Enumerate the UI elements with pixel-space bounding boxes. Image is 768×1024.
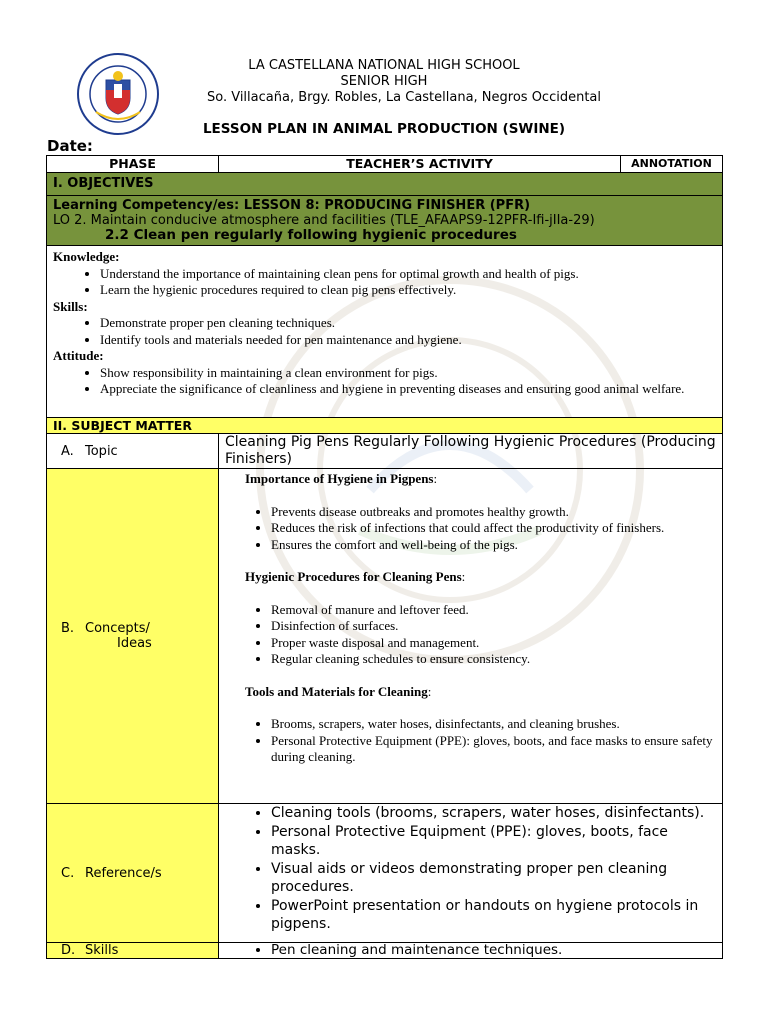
annotation-header: ANNOTATION (621, 156, 723, 173)
references-content (219, 804, 723, 943)
list-item: • Brooms, scrapers, water hoses, disinfectants, and cleaning brushes. (271, 716, 716, 733)
skills-row-label: Skills (85, 943, 119, 958)
concepts-row (47, 469, 723, 804)
school-header (0, 58, 768, 106)
list-item: • Reduces the risk of infections that could affect the productivity of finishers. (271, 520, 716, 537)
importance-list (225, 504, 716, 554)
skills-list (53, 315, 716, 348)
concepts-label: Concepts/ (85, 621, 150, 636)
knowledge-list (53, 266, 716, 299)
table-header-row (47, 156, 723, 173)
subject-matter-heading-row (47, 418, 723, 434)
learning-competency-cell (47, 196, 723, 246)
list-item: • Show responsibility in maintaining a clean environment for pigs. (100, 365, 716, 382)
topic-row (47, 434, 723, 469)
procedures-heading: Hygienic Procedures for Cleaning Pens: (245, 569, 466, 584)
references-label-cell (47, 804, 219, 943)
phase-header: PHASE (47, 156, 219, 173)
competency-row (47, 196, 723, 246)
objectives-heading: I. OBJECTIVES (47, 173, 723, 196)
list-item: • Prevents disease outbreaks and promotes healthy growth. (271, 504, 716, 521)
attitude-label: Attitude: (53, 348, 104, 363)
objectives-heading-row (47, 173, 723, 196)
topic-label: Topic (85, 443, 118, 459)
list-item: • Personal Protective Equipment (PPE): gloves, boots, and face masks to ensure safety during cleaning. (271, 733, 716, 766)
school-address: So. Villacaña, Brgy. Robles, La Castellana, Negros Occidental (206, 90, 602, 105)
date-label: Date: (47, 137, 93, 155)
school-name: LA CASTELLANA NATIONAL HIGH SCHOOL (248, 58, 520, 73)
tools-list (225, 716, 716, 766)
skills-row-list (225, 943, 716, 958)
list-item: • PowerPoint presentation or handouts on hygiene protocols in pigpens. (271, 897, 716, 934)
list-item: • Personal Protective Equipment (PPE): gloves, boots, face masks. (271, 823, 716, 860)
skills-letter: D. (61, 943, 76, 958)
attitude-list (53, 365, 716, 398)
subject-matter-heading: II. SUBJECT MATTER (47, 418, 723, 434)
competency-line: Learning Competency/es: LESSON 8: PRODUCING FINISHER (PFR) (53, 198, 531, 213)
references-label: Reference/s (85, 865, 162, 881)
knowledge-label: Knowledge: (53, 249, 120, 264)
concepts-content (219, 469, 723, 804)
school-level: SENIOR HIGH (340, 74, 428, 89)
procedures-list (225, 602, 716, 668)
concepts-label-cell (47, 469, 219, 804)
list-item: • Demonstrate proper pen cleaning techniques. (100, 315, 716, 332)
list-item: • Disinfection of surfaces. (271, 618, 716, 635)
objectives-detail-row (47, 246, 723, 418)
activity-header: TEACHER’S ACTIVITY (219, 156, 621, 173)
list-item: • Proper waste disposal and management. (271, 635, 716, 652)
tools-heading: Tools and Materials for Cleaning: (245, 683, 432, 699)
list-item: • Identify tools and materials needed for pen maintenance and hygiene. (100, 332, 716, 349)
topic-label-cell (47, 434, 219, 469)
lesson-plan-table (46, 155, 723, 959)
objectives-detail (47, 246, 723, 418)
skills-content (219, 943, 723, 959)
concepts-label-2: Ideas (117, 636, 152, 651)
references-letter: C. (61, 865, 75, 881)
list-item: • Visual aids or videos demonstrating proper pen cleaning procedures. (271, 860, 716, 897)
document-title: LESSON PLAN IN ANIMAL PRODUCTION (SWINE) (202, 121, 566, 137)
references-row (47, 804, 723, 943)
references-list (225, 804, 716, 934)
topic-value: Cleaning Pig Pens Regularly Following Hygienic Procedures (Producing Finishers) (219, 434, 723, 469)
list-item: • Regular cleaning schedules to ensure consistency. (271, 651, 716, 668)
importance-heading: Importance of Hygiene in Pigpens: (245, 471, 438, 486)
lo-line: LO 2. Maintain conducive atmosphere and facilities (TLE_AFAAPS9-12PFR-Ifi-jIIa-29) (53, 213, 595, 228)
skills-row (47, 943, 723, 959)
skills-label-cell (47, 943, 219, 959)
skills-label: Skills: (53, 298, 88, 314)
list-item: • Pen cleaning and maintenance techniques. (271, 943, 716, 958)
topic-letter: A. (61, 443, 74, 459)
sub-objective: 2.2 Clean pen regularly following hygienic procedures (105, 227, 517, 243)
list-item: • Cleaning tools (brooms, scrapers, water hoses, disinfectants). (271, 804, 716, 823)
list-item: • Understand the importance of maintaining clean pens for optimal growth and health of pigs. (100, 266, 716, 283)
list-item: • Ensures the comfort and well-being of the pigs. (271, 537, 716, 554)
list-item: • Removal of manure and leftover feed. (271, 602, 716, 619)
concepts-letter: B. (61, 621, 75, 636)
list-item: • Appreciate the significance of cleanliness and hygiene in preventing diseases and ensuring good animal welfare. (100, 381, 716, 398)
list-item: • Learn the hygienic procedures required to clean pig pens effectively. (100, 282, 716, 299)
